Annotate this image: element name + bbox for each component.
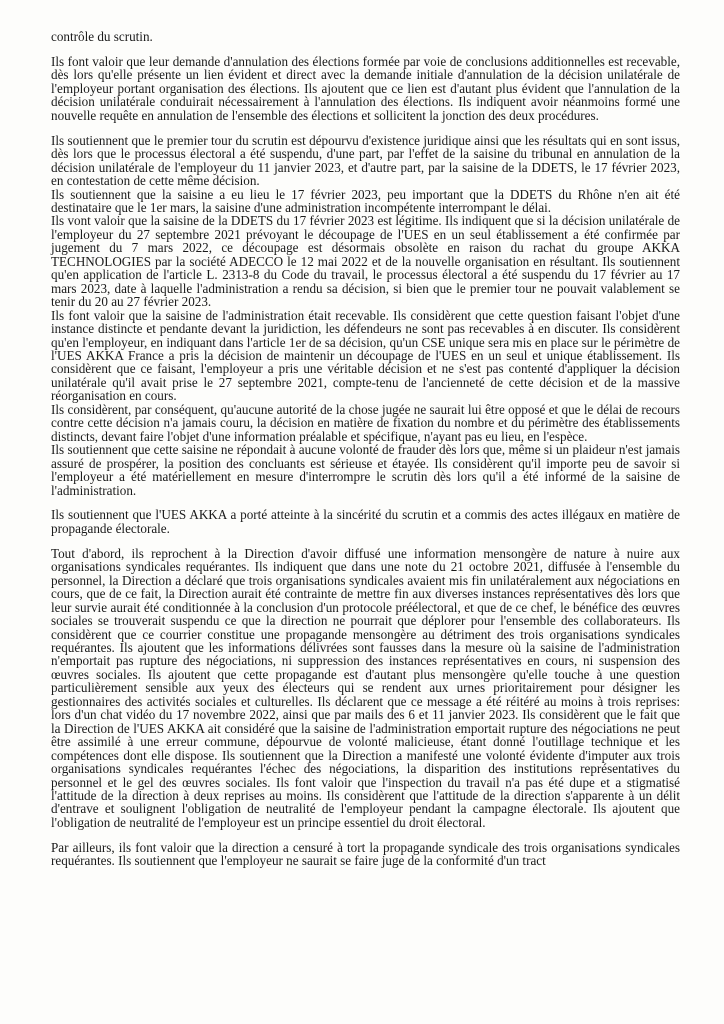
paragraph-4: Ils soutiennent que la saisine a eu lieu le 17 février 2023, peu important que la DDETS du Rhône n'en ait été destinataire que le 1er mars, la saisine d'une administration incompétente interrompant le délai. xyxy=(51,186,680,215)
paragraph-1: contrôle du scrutin. xyxy=(51,29,153,44)
paragraph-5: Ils vont valoir que la saisine de la DDETS du 17 février 2023 est légitime. Ils indiquent que si la décision unilatérale de l'employeur du 27 septembre 2021 prévoyant le découpage de l'UES en un seul établissement a été confirmée par jugement du 7 mars 2022, ce découpage est désormais obsolète en raison du rachat du groupe AKKA TECHNOLOGIES par la société ADECCO le 12 mai 2022 et de la nouvelle organisation en résultant. Ils soutiennent qu'en application de l'article L. 2313-8 du Code du travail, le processus électoral a été suspendu du 17 février au 17 mars 2023, date à laquelle l'administration a rendu sa décision, si bien que le premier tour ne pouvait valablement se tenir du 20 au 27 février 2023. xyxy=(51,213,680,310)
paragraph-10: Tout d'abord, ils reprochent à la Direction d'avoir diffusé une information mensongère de nature à nuire aux organisations syndicales requérantes. Ils indiquent que dans une note du 21 octobre 2021, diffusée à l'ensemble du personnel, la Direction a déclaré que trois organisations syndicales avaient mis fin unilatéralement aux négociations en cours, que de ce fait, la Direction aurait été contrainte de mettre fin aux diverses instances représentatives dès lors que leur survie aurait été conditionnée à la conclusion d'un protocole préélectoral, et que de ce chef, le bénéfice des œuvres sociales se trouverait suspendu ce que la direction ne pourrait que déplorer pour l'ensemble des collaborateurs. Ils considèrent que ce courrier constitue une propagande mensongère au détriment des trois organisations syndicales requérantes. Ils ajoutent que les informations délivrées sont fausses dans la mesure où la saisine de l'administration n'emportait pas rupture des négociations, ni suppression des instances représentatives en cours, ni suspension des œuvres sociales. Ils ajoutent que cette propagande est d'autant plus mensongère qu'elle touche à une question particulièrement sensible aux yeux des électeurs qui se rendent aux urnes prioritairement pour désigner les gestionnaires des activités sociales et culturelles. Ils déclarent que ce message a été réitéré au moins à trois reprises: lors d'un chat vidéo du 17 novembre 2022, ainsi que par mails des 6 et 11 janvier 2023. Ils considèrent que le fait que la Direction de l'UES AKKA ait considéré que la saisine de l'administration emportait rupture des négociations ne peut être assimilé à une erreur commune, dépourvue de volonté malicieuse, étant donné l'outillage technique et les compétences dont elle dispose. Ils soutiennent que la Direction a manifesté une volonté évidente d'imputer aux trois organisations syndicales requérantes l'échec des négociations, la disparition des institutions représentatives du personnel et le gel des œuvres sociales. Ils font valoir que l'inspection du travail n'a pas été dupe et a stigmatisé l'attitude de la direction à deux reprises au moins. Ils considèrent que l'attitude de la direction s'apparente à un délit d'entrave et soulignent l'obligation de neutralité de l'employeur pendant la campagne électorale. Ils ajoutent que l'obligation de neutralité de l'employeur est un principe essentiel du droit électoral. xyxy=(51,545,680,830)
paragraph-6: Ils font valoir que la saisine de l'administration était recevable. Ils considèrent que cette question faisant l'objet d'une instance distincte et pendante devant la juridiction, les défendeurs ne sont pas recevables à en discuter. Ils considèrent qu'en l'employeur, en indiquant dans l'article 1er de sa décision, qu'un CSE unique sera mis en place sur le périmètre de l'UES AKKA France a pris la décision de maintenir un découpage de l'UES en un seul et unique établissement. Ils considèrent que ce faisant, l'employeur a pris une véritable décision et ne s'est pas contenté d'appliquer la décision unilatérale qu'il avait prise le 27 septembre 2021, compte-tenu de l'ancienneté de cette décision et de la massive réorganisation en cours. xyxy=(51,307,680,404)
paragraph-8: Ils soutiennent que cette saisine ne répondait à aucune volonté de frauder dès lors que, même si un plaideur n'est jamais assuré de prospérer, la position des concluants est sérieuse et étayée. Ils considèrent qu'il importe peu de savoir si l'employeur a été matériellement en mesure d'interrompre le scrutin dès lors qu'il a été informé de la saisine de l'administration. xyxy=(51,442,680,498)
paragraph-11: Par ailleurs, ils font valoir que la direction a censuré à tort la propagande syndicale des trois organisations syndicales requérantes. Ils soutiennent que l'employeur ne saurait se faire juge de la conformité d'un tract xyxy=(51,839,680,869)
paragraph-3: Ils soutiennent que le premier tour du scrutin est dépourvu d'existence juridique ainsi que les résultats qui en sont issus, dès lors que le processus électoral a été suspendu, d'une part, par l'effet de la saisine du tribunal en annulation de la décision unilatérale de l'employeur du 11 janvier 2023, et d'autre part, par la saisine de la DDETS, le 17 février 2023, en contestation de cette même décision. xyxy=(51,132,680,189)
paragraph-2: Ils font valoir que leur demande d'annulation des élections formée par voie de conclusions additionnelles est recevable, dès lors qu'elle présente un lien évident et direct avec la demande initiale d'annulation de la décision unilatérale de l'employeur portant organisation des élections. Ils ajoutent que ce lien est d'autant plus évident que l'annulation de la décision unilatérale conduirait nécessairement à l'annulation des élections. Ils indiquent avoir néanmoins formé une nouvelle requête en annulation de l'ensemble des élections et sollicitent la jonction des deux procédures. xyxy=(51,53,680,123)
paragraph-7: Ils considèrent, par conséquent, qu'aucune autorité de la chose jugée ne saurait lui être opposé et que le délai de recours contre cette décision n'a jamais couru, la décision en matière de fixation du nombre et du périmètre des établissements distincts, devant faire l'objet d'une information préalable et spécifique, n'ayant pas eu lieu, en l'espèce. xyxy=(51,401,680,444)
paragraph-9: Ils soutiennent que l'UES AKKA a porté atteinte à la sincérité du scrutin et a commis des actes illégaux en matière de propagande électorale. xyxy=(51,507,680,536)
